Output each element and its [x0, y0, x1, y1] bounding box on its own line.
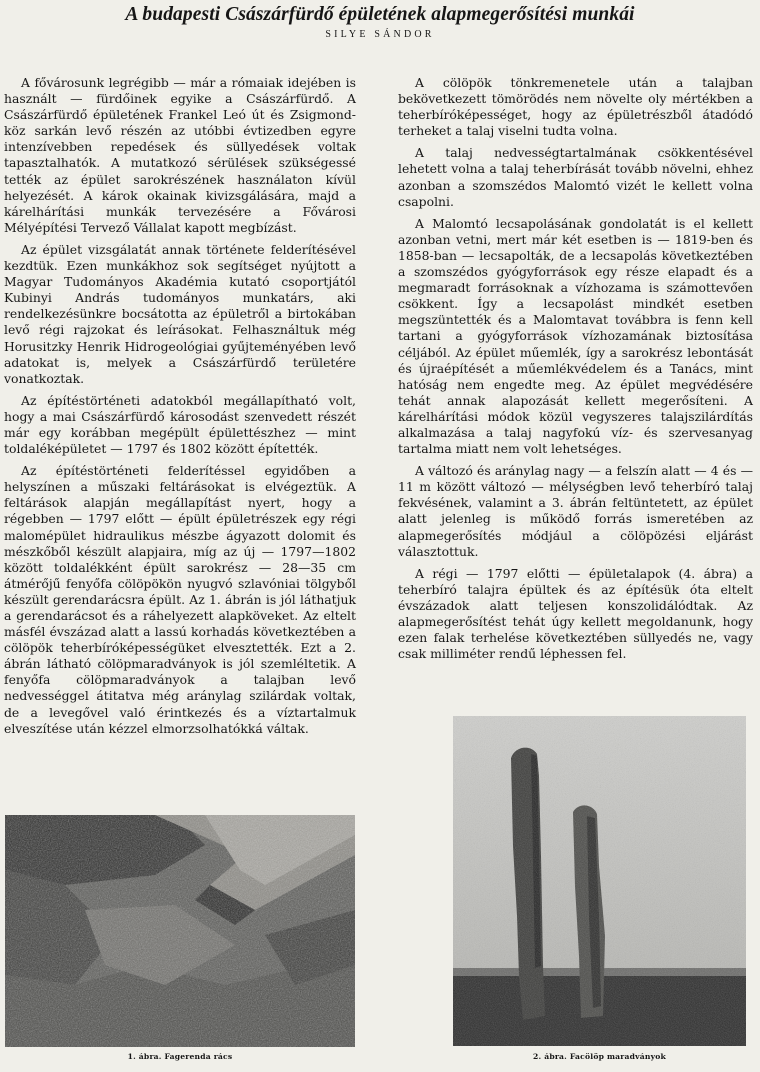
paragraph: A fővárosunk legrégibb — már a rómaiak idejében is használt — fürdőinek egyike a Császárfürdő. A Császárfürdő épületének Frankel Leó út és Zsigmond-köz sarkán levő részén az utóbbi évtizedben egyre intenzívebben repedések és süllyedések voltak tapasztalhatók. A mutatkozó sérülések szükségessé tették az épület sarokrészének használaton kívül helyezését. A károk okainak kivizsgálására, majd a kárelhárítási munkák tervezésére a Fővárosi Mélyépítési Tervező Vállalat kapott megbízást. — [4, 75, 356, 235]
paragraph: Az építéstörténeti felderítéssel egyidőben a helyszínen a műszaki feltárásokat is elvégeztük. A feltárások alapján megállapítást nyert, hogy a régebben — 1797 előtt — épült épületrészek egy régi malomépület hidraulikus mészbe ágyazott dolomit és mészkőből készült alapjaira, míg az új — 1797—1802 között toldalékként épült sarokrész — 28—35 cm átmérőjű fenyőfa cölöpökön nyugvó szlavóniai tölgyből készült gerendarácsra épült. Az 1. ábrán is jól láthatjuk a gerendarácsot és a ráhelyezett alapköveket. Az eltelt másfél évszázad alatt a lassú korhadás következtében a cölöpök teherbíróképességüket elvesztették. Ezt a 2. ábrán látható cölöpmaradványok is jól szemléltetik. A fenyőfa cölöpmaradványok a talajban levő nedvességgel átitatva még aránylag szilárdak voltak, de a levegővel való érintkezés és a víztartalmuk elveszítése után kézzel elmorzsolhatókká váltak. — [4, 463, 356, 736]
paragraph: Az épület vizsgálatát annak története felderítésével kezdtük. Ezen munkákhoz sok segítséget nyújtott a Magyar Tudományos Akadémia kutató csoportjától Kubinyi András tudományos munkatárs, aki rendelkezésünkre bocsátotta az épületről a birtokában levő régi rajzokat és leírásokat. Felhasználtuk még Horusitzky Henrik Hidrogeológiai gyűjteményében levő adatokat is, melyek a Császárfürdő területére vonatkoztak. — [4, 241, 356, 386]
article-author: SILYE SÁNDOR — [325, 29, 435, 40]
paragraph: A talaj nedvességtartalmának csökkentésével lehetett volna a talaj teherbírását tovább növelni, ehhez azonban a szomszédos Malomtó vizét le kellett volna csapolni. — [398, 145, 753, 209]
figure-1-photo — [5, 815, 355, 1047]
left-column — [4, 75, 356, 743]
paragraph: A cölöpök tönkremenetele után a talajban bekövetkezett tömörödés nem növelte oly mértékben a teherbíróképességet, hogy az épületrészből átadódó terheket a talaj viselni tudta volna. — [398, 75, 753, 139]
figure-2-caption: 2. ábra. Facölöp maradványok — [533, 1052, 666, 1061]
paragraph: A Malomtó lecsapolásának gondolatát is el kellett azonban vetni, mert már két esetben is — 1819-ben és 1858-ban — lecsapolták, de a lecsapolás következtében a szomszédos gyógyforrások egy része elapadt és a megmaradt forrásoknak a vízhozama is számottevően csökkent. Így a lecsapolást mindkét esetben megszüntették és a Malomtavat továbbra is fenn kell tartani a gyógyforrások vízhozamának biztosítása céljából. Az épület műemlék, így a sarokrész lebontását és újraépítését a műemlékvédelem és a Tanács, mint hatóság nem engedte meg. Az épület megvédésére tehát annak alapozását kellett megerősíteni. A kárelhárítási módok közül vegyszeres talajszilárdítás alkalmazása a talaj nagyfokú víz- és szervesanyag tartalma miatt nem volt lehetséges. — [398, 215, 753, 457]
right-column — [398, 75, 753, 668]
figure-2-photo — [453, 716, 746, 1046]
article-title: A budapesti Császárfürdő épületének alapmegerősítési munkái — [125, 4, 635, 25]
paragraph: Az építéstörténeti adatokból megállapítható volt, hogy a mai Császárfürdő károsodást szenvedett részét már egy korábban megépült épülettészhez — mint toldaléképületet — 1797 és 1802 között építették. — [4, 392, 356, 457]
paragraph: A régi — 1797 előtti — épületalapok (4. ábra) a teherbíró talajra épültek és az építésük óta eltelt évszázadok alatt teljesen konszolidálódtak. Az alapmegerősítést tehát úgy kellett megoldanunk, hogy ezen falak terhelése következtében süllyedés ne, vagy csak milliméter rendű léphessen fel. — [398, 565, 753, 662]
paragraph: A változó és aránylag nagy — a felszín alatt — 4 és — 11 m között változó — mélységben levő teherbíró talaj fekvésének, valamint a 3. ábrán feltüntetett, az épület alatt jelenleg is működő forrás ismeretében az alapmegerősítés módjául a cölöpözési eljárást választottuk. — [398, 463, 753, 559]
figure-1-caption: 1. ábra. Fagerenda rács — [127, 1052, 233, 1061]
